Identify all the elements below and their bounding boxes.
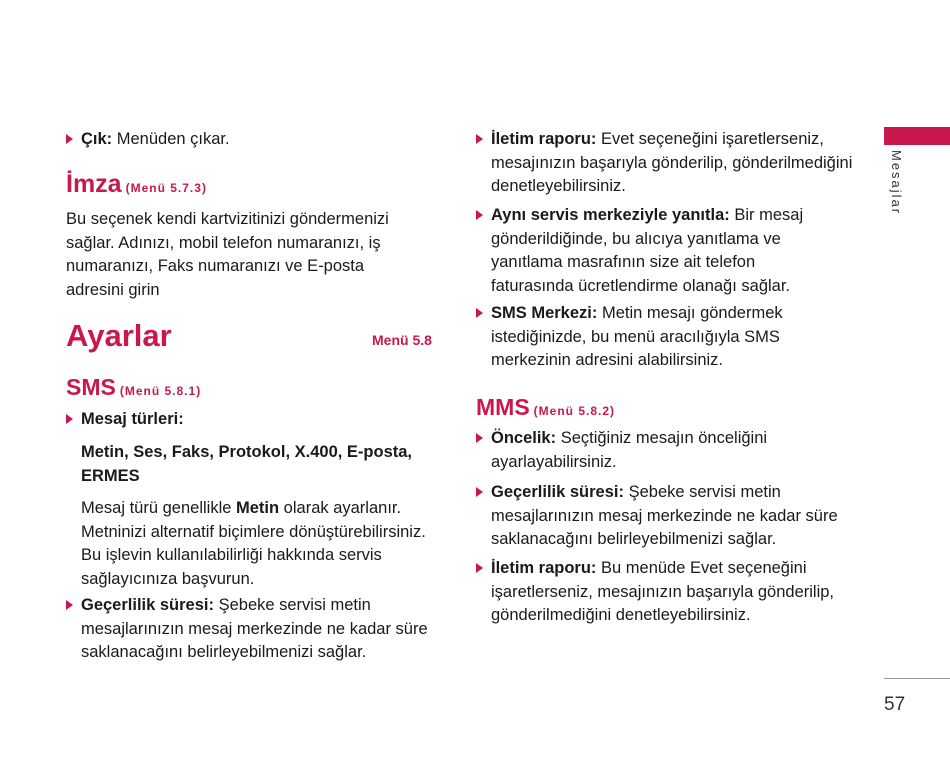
bullet-cik [66,128,446,152]
heading-menu-ref: (Menü 5.8.2) [533,404,616,418]
heading-menu-ref: (Menü 5.8.1) [119,384,202,398]
bullet-arrow-icon [476,487,483,497]
bullet-text: Şebeke servisi metin mesajlarınızın mesaj merkezinde ne kadar süre saklanacağını belirleyebilmenizi sağlar. [491,483,838,548]
bullet-text: Seçtiğiniz mesajın önceliğini ayarlayabilirsiniz. [491,429,768,471]
bullet-term: İletim raporu: [491,559,597,577]
bullet-arrow-icon [476,210,483,220]
bullet-term: Geçerlilik süresi: [81,596,214,614]
bullet-gecerlilik-suresi [66,594,431,665]
bullet-term: Çık: [81,130,113,148]
section-heading-mms [476,394,615,421]
bullet-gecerlilik-suresi [476,481,851,552]
bullet-iletim-raporu-mms [476,557,866,628]
heading-menu-ref: (Menü 5.7.3) [125,181,207,195]
page-number: 57 [884,694,906,715]
bullet-term: Aynı servis merkeziyle yanıtla: [491,206,730,224]
bullet-arrow-icon [476,134,483,144]
bullet-iletim-raporu [476,128,856,199]
bullet-arrow-icon [476,308,483,318]
heading-title: MMS [476,394,530,420]
imza-description: Bu seçenek kendi kartvizitinizi göndermenizi sağlar. Adınızı, mobil telefon numaranızı, iş numaranızı, Faks numaranızı ve E-posta adresini girin [66,210,389,299]
heading-title: SMS [66,374,116,400]
page-title-menu-ref: Menü 5.8 [372,332,432,348]
bullet-text: Menüden çıkar. [112,130,230,148]
message-types-description: Mesaj türü genellikle Metin olarak ayarlanır. Metninizi alternatif biçimlere dönüştürebilirsiniz. Bu işlevin kullanılabilirliği hakkında servis sağlayıcınıza başvurun. [81,499,426,588]
bullet-oncelik [476,427,821,474]
chapter-label: Mesajlar [889,150,904,216]
page-number-rule [884,678,950,679]
bullet-term: Mesaj türleri: [81,410,184,428]
bullet-term: Öncelik: [491,429,557,447]
bullet-text: Şebeke servisi metin mesajlarınızın mesaj merkezinde ne kadar süre saklanacağını belirleyebilmenizi sağlar. [81,596,428,661]
bullet-term: SMS Merkezi: [491,304,598,322]
bullet-term: Geçerlilik süresi: [491,483,624,501]
bullet-arrow-icon [476,563,483,573]
chapter-tab [884,127,950,145]
bullet-term: İletim raporu: [491,130,597,148]
heading-title: İmza [66,170,122,198]
message-types-list: Metin, Ses, Faks, Protokol, X.400, E-posta, ERMES [81,443,413,485]
bullet-arrow-icon [66,600,73,610]
bullet-arrow-icon [476,433,483,443]
bullet-text: Evet seçeneğini işaretlerseniz, mesajınızın başarıyla gönderilip, gönderilmediğini denetleyebilirsiniz. [491,130,853,195]
section-heading-sms [66,374,201,401]
bullet-text: Bu menüde Evet seçeneğini işaretlerseniz, mesajınızın başarıyla gönderilip, gönderilmediğini denetleyebilirsiniz. [491,559,834,624]
bullet-text: Metin mesajı göndermek istediğinizde, bu menü aracılığıyla SMS merkezinin adresini alabilirsiniz. [491,304,783,369]
section-heading-imza [66,170,207,199]
bullet-text: Bir mesaj gönderildiğinde, bu alıcıya yanıtlama ve yanıtlama masrafının size ait telefon faturasında ücretlendirme olanağı sağlar. [491,206,804,295]
bullet-mesaj-turleri [66,408,446,432]
bullet-ayni-servis-merkeziyle-yanitla [476,204,836,298]
page-title-ayarlar: Ayarlar [66,318,172,353]
bullet-sms-merkezi [476,302,826,373]
bullet-arrow-icon [66,134,73,144]
bullet-arrow-icon [66,414,73,424]
